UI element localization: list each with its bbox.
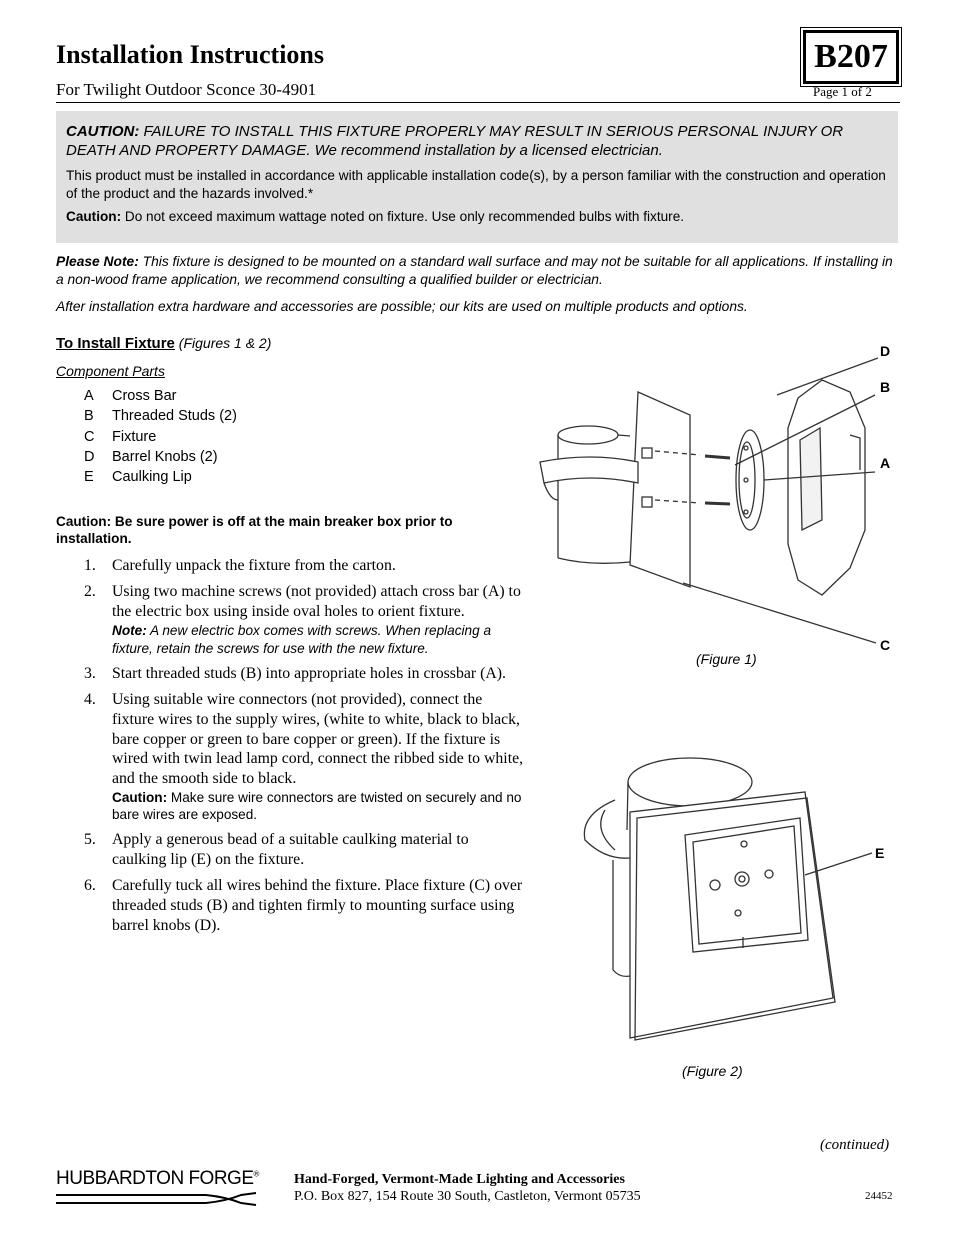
please-note-text: This fixture is designed to be mounted on a standard wall surface and may not be suitable for all applications. If installing in a non-wood frame application, we recommend consulting a qualified builder or electrician. (56, 254, 893, 287)
document-code: B207 (803, 30, 899, 84)
caution-box (56, 111, 898, 243)
part-label: Barrel Knobs (2) (112, 448, 218, 465)
figure-1-label-a: A (880, 455, 891, 471)
step-text: Using two machine screws (not provided) attach cross bar (A) to the electric box using inside oval holes to orient fixture. (112, 583, 521, 620)
part-key: B (84, 408, 94, 425)
list-item (84, 876, 524, 935)
caution-lead (66, 122, 886, 160)
document-number: 24452 (865, 1190, 893, 1202)
list-item (84, 408, 237, 428)
step-number: 2. (84, 583, 96, 601)
step-number: 5. (84, 831, 96, 849)
list-item (84, 664, 524, 684)
part-key: C (84, 428, 95, 445)
power-caution: Caution: Be sure power is off at the main breaker box prior to installation. (56, 514, 453, 546)
continued-note: (continued) (820, 1137, 890, 1153)
list-item (84, 388, 237, 408)
install-heading-text: To Install Fixture (56, 335, 175, 352)
step-number: 6. (84, 877, 96, 895)
list-item (84, 429, 237, 449)
part-label: Caulking Lip (112, 469, 192, 486)
please-note (56, 253, 896, 289)
page-title: Installation Instructions (56, 40, 324, 69)
page-subtitle: For Twilight Outdoor Sconce 30-4901 (56, 80, 317, 99)
step-text: Start threaded studs (B) into appropriate holes in crossbar (A). (112, 665, 506, 683)
figure-1-label-c: C (880, 637, 891, 653)
caution-wattage-text: Do not exceed maximum wattage noted on fixture. Use only recommended bulbs with fixture. (121, 209, 685, 224)
logo-text: HUBBARDTON FORGE (56, 1168, 254, 1189)
hubbardton-forge-logo (56, 1168, 266, 1208)
component-parts-heading: Component Parts (56, 363, 165, 379)
step-number: 3. (84, 665, 96, 683)
figure-1-diagram (530, 340, 910, 690)
step-caution (112, 789, 524, 824)
figure-2-label-e: E (875, 845, 885, 861)
list-item (84, 830, 524, 869)
part-label: Fixture (112, 428, 157, 445)
step-text: Carefully tuck all wires behind the fixture. Place fixture (C) over threaded studs (B) and tighten firmly to mounting surface using barrel knobs (D). (112, 877, 523, 934)
please-note-label: Please Note: (56, 254, 139, 269)
step-note-text: A new electric box comes with screws. When replacing a fixture, retain the screws for use with the new fixture. (112, 622, 492, 656)
install-heading (56, 335, 271, 352)
header-rule (56, 102, 900, 103)
step-note (112, 622, 524, 658)
step-caution-text: Make sure wire connectors are twisted on securely and no bare wires are exposed. (112, 789, 522, 823)
figure-1-caption: (Figure 1) (696, 651, 757, 667)
caution-wattage (66, 208, 886, 226)
caution-code-text: This product must be installed in accordance with applicable installation code(s), by a person familiar with the construction and operation of the product and the hazards involved.* (66, 168, 886, 201)
figure-1-label-d: D (880, 343, 891, 359)
footer-tagline: Hand-Forged, Vermont-Made Lighting and Accessories (294, 1172, 625, 1187)
after-install-note: After installation extra hardware and accessories are possible; our kits are used on multiple products and options. (56, 299, 748, 314)
step-caution-label: Caution: (112, 789, 168, 805)
list-item (84, 582, 524, 657)
step-note-label: Note: (112, 622, 147, 638)
step-number: 4. (84, 691, 96, 709)
figure-2-caption: (Figure 2) (682, 1063, 743, 1079)
step-number: 1. (84, 557, 96, 574)
list-item (84, 556, 524, 576)
parts-list (84, 388, 237, 489)
part-label: Cross Bar (112, 388, 177, 404)
figure-2-diagram (575, 740, 895, 1050)
caution-lead-label: CAUTION: (66, 123, 140, 140)
part-key: A (84, 388, 94, 404)
page-number: Page 1 of 2 (813, 84, 872, 99)
step-text: Apply a generous bead of a suitable caulking material to caulking lip (E) on the fixture. (112, 831, 469, 869)
part-key: E (84, 469, 94, 486)
step-text: Carefully unpack the fixture from the carton. (112, 557, 396, 574)
footer-address: P.O. Box 827, 154 Route 30 South, Castleton, Vermont 05735 (294, 1189, 641, 1204)
list-item (84, 449, 237, 469)
logo-registered-mark: ® (253, 1169, 259, 1179)
list-item (84, 469, 237, 489)
figure-1-label-b: B (880, 379, 891, 395)
list-item (84, 690, 524, 824)
caution-wattage-label: Caution: (66, 209, 122, 224)
part-label: Threaded Studs (2) (112, 408, 237, 425)
logo-forge-mark-icon (56, 1191, 266, 1207)
part-key: D (84, 448, 95, 465)
step-text: Using suitable wire connectors (not provided), connect the fixture wires to the supply wires, (white to white, black to black, bare copper or green to bare copper or green). If the fixture is wired with twin lead lamp cord, connect the ribbed side to white, and the smooth side to black. (112, 691, 524, 788)
caution-lead-text: FAILURE TO INSTALL THIS FIXTURE PROPERLY MAY RESULT IN SERIOUS PERSONAL INJURY OR DEATH AND PROPERTY DAMAGE. We recommend installation by a licensed electrician. (66, 123, 844, 159)
steps-list (84, 556, 524, 942)
install-heading-ref: (Figures 1 & 2) (174, 335, 272, 351)
